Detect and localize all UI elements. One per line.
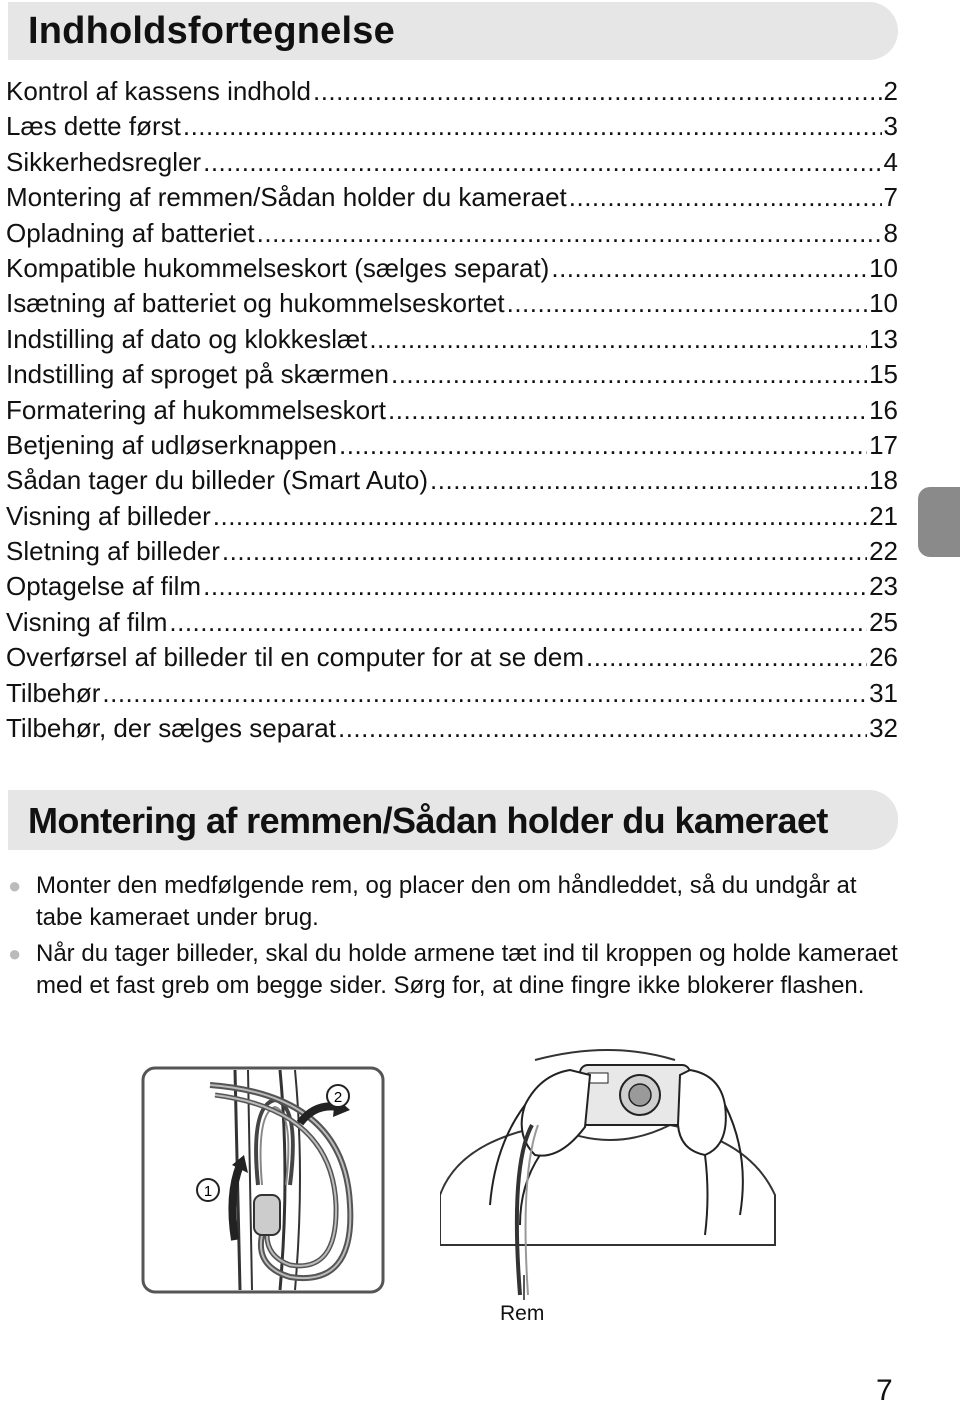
toc-entry-title: Tilbehør, der sælges separat: [6, 713, 336, 744]
toc-dot-leader: [338, 711, 867, 746]
toc-entry-title: Tilbehør: [6, 677, 101, 708]
toc-entry[interactable]: [6, 180, 898, 215]
strap-label: Rem: [500, 1302, 545, 1325]
toc-entry-title: Formatering af hukommelseskort: [6, 394, 387, 425]
toc-entry[interactable]: [6, 357, 898, 392]
toc-entry[interactable]: [6, 569, 898, 604]
toc-entry-title: Visning af film: [6, 606, 168, 637]
toc-dot-leader: [369, 322, 867, 357]
toc-entry-page: 2: [883, 76, 898, 106]
bullet-dot-icon: ●: [8, 941, 22, 966]
toc-dot-leader: [183, 109, 882, 144]
toc-entry-page: 10: [869, 252, 898, 283]
toc-entry-page: 13: [869, 323, 898, 354]
toc-entry[interactable]: [6, 711, 898, 746]
toc-entry-page: 18: [869, 465, 898, 496]
toc-entry-title: Opladning af batteriet: [6, 217, 255, 248]
toc-dot-leader: [586, 640, 867, 675]
bullet-list: [8, 870, 908, 1006]
toc-entry-title: Læs dette først: [6, 111, 181, 142]
toc-dot-leader: [569, 180, 882, 215]
toc-entry-page: 22: [869, 536, 898, 567]
toc-entry-title: Montering af remmen/Sådan holder du kameraet: [6, 182, 567, 213]
toc-entry-title: Kontrol af kassens indhold: [6, 76, 311, 106]
toc-entry-title: Overførsel af billeder til en computer for at se dem: [6, 642, 585, 673]
camera-hold-illustration: [440, 1045, 780, 1305]
toc-entry-title: Optagelse af film: [6, 571, 202, 602]
toc-entry-title: Sådan tager du billeder (Smart Auto): [6, 465, 429, 496]
toc-entry-page: 10: [869, 288, 898, 319]
bullet-dot-icon: ●: [8, 873, 22, 898]
toc-header: [8, 2, 898, 60]
section-tab: [918, 487, 960, 557]
toc-entry-page: 8: [883, 217, 898, 248]
toc-entry-page: 26: [869, 642, 898, 673]
page-number: 7: [876, 1374, 893, 1407]
toc-dot-leader: [102, 676, 867, 711]
toc-entry[interactable]: [6, 605, 898, 640]
toc-entry[interactable]: [6, 286, 898, 321]
toc-entry-title: Sletning af billeder: [6, 536, 220, 567]
toc-entry-page: 7: [883, 182, 898, 213]
toc-dot-leader: [222, 534, 867, 569]
toc-dot-leader: [213, 499, 867, 534]
toc-dot-leader: [388, 393, 867, 428]
toc-entry[interactable]: [6, 251, 898, 286]
toc-dot-leader: [430, 463, 867, 498]
step-1-label: 1: [203, 1183, 213, 1200]
toc-entry[interactable]: [6, 428, 898, 463]
toc-entry-page: 17: [869, 429, 898, 460]
toc-entry[interactable]: [6, 393, 898, 428]
toc-entry[interactable]: [6, 676, 898, 711]
toc-entry-page: 32: [869, 713, 898, 744]
toc-entry[interactable]: [6, 463, 898, 498]
toc-entry[interactable]: [6, 499, 898, 534]
bullet-item: [8, 938, 908, 1002]
toc-dot-leader: [313, 74, 882, 109]
toc-entry[interactable]: [6, 145, 898, 180]
toc-entry-title: Isætning af batteriet og hukommelseskortet: [6, 288, 505, 319]
toc-entry[interactable]: [6, 534, 898, 569]
toc-entry-title: Visning af billeder: [6, 500, 211, 531]
toc-entry-title: Sikkerhedsregler: [6, 146, 202, 177]
toc-dot-leader: [203, 145, 881, 180]
toc-dot-leader: [257, 216, 882, 251]
section-header: [8, 790, 898, 850]
toc-title: Indholdsfortegnelse: [28, 10, 395, 52]
toc-entry-page: 23: [869, 571, 898, 602]
toc-entry[interactable]: [6, 74, 898, 109]
toc-list: [6, 74, 898, 746]
toc-dot-leader: [391, 357, 867, 392]
toc-entry[interactable]: [6, 216, 898, 251]
toc-dot-leader: [339, 428, 867, 463]
toc-dot-leader: [203, 569, 867, 604]
toc-entry-page: 25: [869, 606, 898, 637]
toc-entry-title: Indstilling af dato og klokkeslæt: [6, 323, 368, 354]
strap-attach-illustration: [140, 1065, 386, 1295]
toc-entry-page: 15: [869, 359, 898, 390]
toc-entry-page: 3: [883, 111, 898, 142]
toc-entry-title: Indstilling af sproget på skærmen: [6, 359, 389, 390]
toc-entry-page: 31: [869, 677, 898, 708]
toc-dot-leader: [169, 605, 867, 640]
toc-dot-leader: [507, 286, 867, 321]
bullet-text: Monter den medfølgende rem, og placer den om håndleddet, så du undgår at tabe kameraet under brug.: [36, 872, 857, 931]
toc-entry[interactable]: [6, 109, 898, 144]
toc-entry-page: 4: [883, 146, 898, 177]
bullet-item: [8, 870, 908, 934]
toc-entry-page: 21: [869, 500, 898, 531]
toc-entry-title: Betjening af udløserknappen: [6, 429, 338, 460]
bullet-text: Når du tager billeder, skal du holde armene tæt ind til kroppen og holde kameraet med et fast greb om begge sider. Sørg for, at dine fingre ikke blokerer flashen.: [36, 940, 898, 999]
section-title: Montering af remmen/Sådan holder du kameraet: [28, 800, 828, 841]
step-2-label: 2: [333, 1089, 343, 1106]
toc-dot-leader: [551, 251, 867, 286]
toc-entry-page: 16: [869, 394, 898, 425]
toc-entry-title: Kompatible hukommelseskort (sælges separat): [6, 252, 550, 283]
toc-entry[interactable]: [6, 322, 898, 357]
toc-entry[interactable]: [6, 640, 898, 675]
